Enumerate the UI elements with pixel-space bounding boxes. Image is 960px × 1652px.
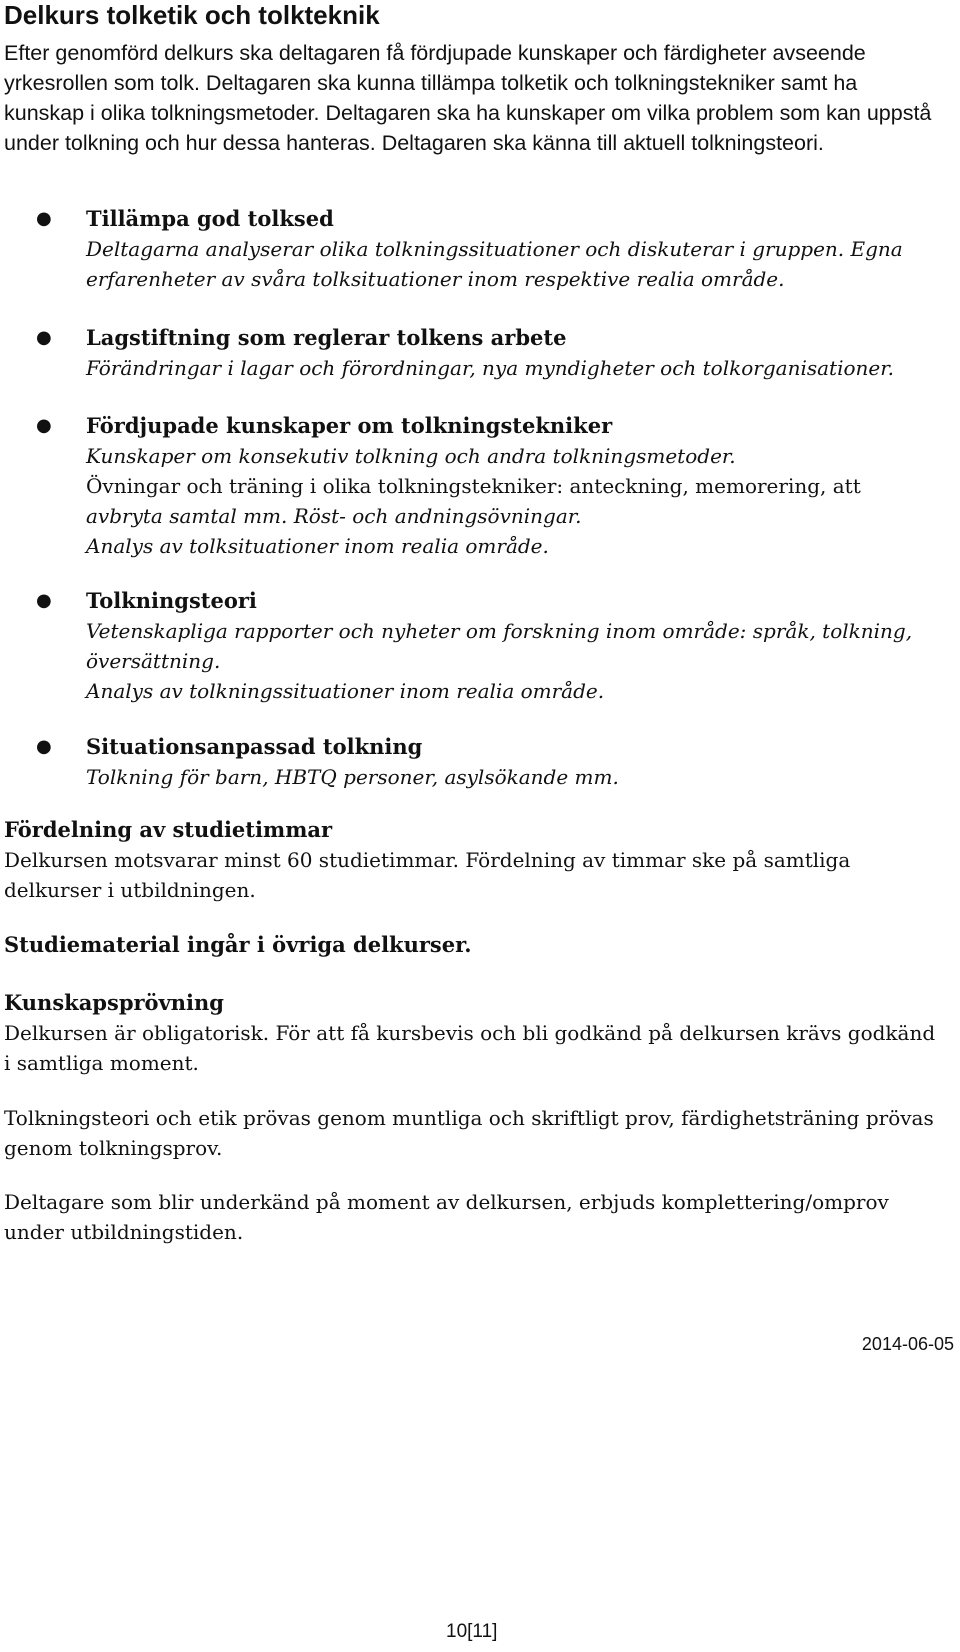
page-number: 10[11] <box>446 1621 498 1642</box>
bullet-line: Deltagarna analyserar olika tolkningssituationer och diskuterar i gruppen. Egna <box>86 237 903 261</box>
bullet-dot-icon: ● <box>36 327 52 348</box>
distribution-heading: Fördelning av studietimmar <box>4 817 333 842</box>
bullet-heading: Situationsanpassad tolkning <box>86 734 423 759</box>
bullet-heading: Fördjupade kunskaper om tolkningstekniker <box>86 413 613 438</box>
page-title: Delkurs tolketik och tolkteknik <box>4 0 380 30</box>
bullet-dot-icon: ● <box>36 590 52 611</box>
assessment-paragraph: Tolkningsteori och etik prövas genom muntliga och skriftligt prov, färdighetsträning prövas genom tolkningsprov. <box>4 1106 934 1160</box>
bullet-line: Analys av tolksituationer inom realia område. <box>86 534 549 558</box>
bullet-line: Förändringar i lagar och förordningar, nya myndigheter och tolkorganisationer. <box>86 356 894 380</box>
assessment-paragraph: Deltagare som blir underkänd på moment av delkursen, erbjuds komplettering/omprov under utbildningstiden. <box>4 1190 889 1244</box>
bullet-heading: Tolkningsteori <box>86 588 257 613</box>
intro-paragraph: Efter genomförd delkurs ska deltagaren få fördjupade kunskaper och färdigheter avseende yrkesrollen som tolk. Deltagaren ska kunna tillämpa tolketik och tolkningstekniker samt ha kunskap i olika tolkningsmetoder. Deltagaren ska ha kunskaper om vilka problem som kan uppstå under tolkning och hur dessa hanteras. Deltagaren ska känna till aktuell tolkningsteori. <box>4 41 932 155</box>
bullet-body <box>86 234 956 294</box>
assessment-heading: Kunskapsprövning <box>4 990 224 1015</box>
bullet-line: Analys av tolkningssituationer inom realia område. <box>86 679 605 703</box>
bullet-line: Övningar och träning i olika tolkningstekniker: anteckning, memorering, att <box>86 474 861 498</box>
document-date: 2014-06-05 <box>861 1334 954 1354</box>
bullet-dot-icon: ● <box>36 415 52 436</box>
distribution-text: Delkursen motsvarar minst 60 studietimmar. Fördelning av timmar ske på samtliga delkurser i utbildningen. <box>4 848 851 902</box>
study-material-heading: Studiematerial ingår i övriga delkurser. <box>4 932 472 957</box>
bullet-heading: Tillämpa god tolksed <box>86 206 334 231</box>
bullet-dot-icon: ● <box>36 736 52 757</box>
bullet-line: Kunskaper om konsekutiv tolkning och andra tolkningsmetoder. <box>86 444 736 468</box>
bullet-body <box>86 353 956 383</box>
bullet-line: Tolkning för barn, HBTQ personer, asylsökande mm. <box>86 765 619 789</box>
assessment-paragraph: Delkursen är obligatorisk. För att få kursbevis och bli godkänd på delkursen krävs godkänd i samtliga moment. <box>4 1021 936 1075</box>
bullet-body <box>86 762 956 792</box>
bullet-body <box>86 441 956 561</box>
bullet-dot-icon: ● <box>36 208 52 229</box>
bullet-body <box>86 616 956 706</box>
bullet-line: översättning. <box>86 649 221 673</box>
bullet-line: Vetenskapliga rapporter och nyheter om forskning inom område: språk, tolkning, <box>86 619 913 643</box>
bullet-line: erfarenheter av svåra tolksituationer inom respektive realia område. <box>86 267 785 291</box>
bullet-line: avbryta samtal mm. Röst- och andningsövningar. <box>86 504 582 528</box>
bullet-heading: Lagstiftning som reglerar tolkens arbete <box>86 325 567 350</box>
